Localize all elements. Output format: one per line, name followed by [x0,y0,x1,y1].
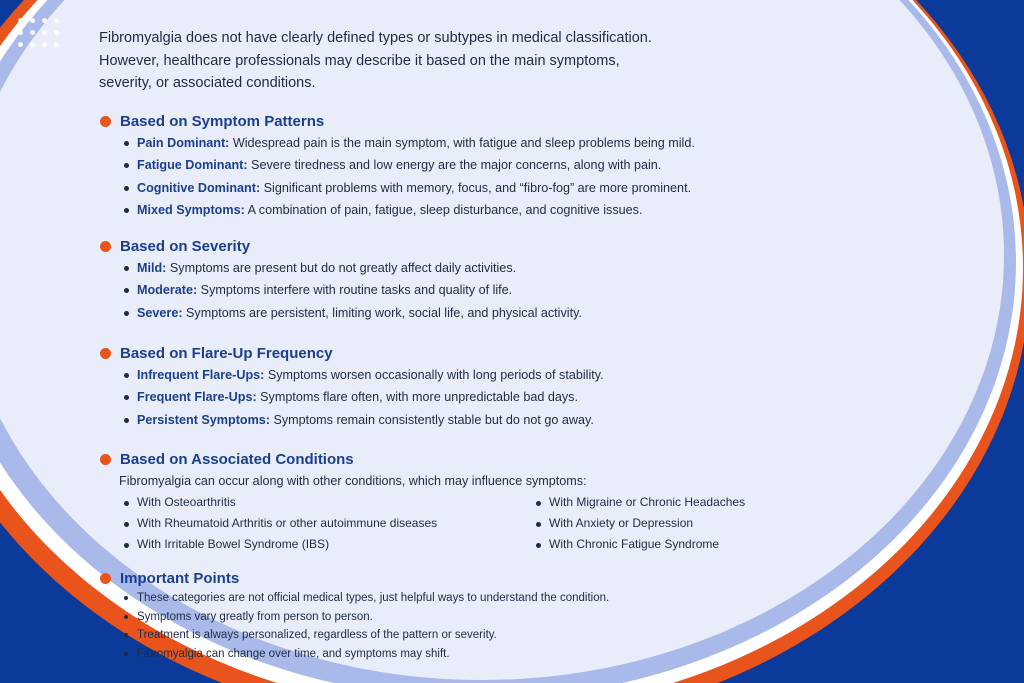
section-title: Based on Severity [120,237,251,255]
section-title: Important Points [120,569,240,587]
list-item [100,409,604,431]
list-item [100,364,604,386]
item-text: Significant problems with memory, focus, and “fibro-fog” are more prominent. [260,180,692,195]
section-important-points [100,567,609,663]
item-text: Symptoms flare often, with more unpredictable bad days. [256,390,578,405]
bullet-dot-icon [100,116,111,127]
bullet-dot-icon [100,348,111,359]
severity-list [100,257,582,324]
item-term: Fatigue Dominant: [137,158,248,173]
section-flare-up-frequency [100,342,604,431]
item-term: Severe: [137,305,183,320]
section-subtitle: Fibromyalgia can occur along with other conditions, which may influence symptoms: [119,474,587,488]
section-heading [100,342,604,364]
section-severity [100,235,582,324]
item-term: Infrequent Flare-Ups: [137,368,265,382]
section-associated-conditions [100,448,745,555]
symptom-pattern-list [100,132,695,221]
item-term: Persistent Symptoms: [137,412,270,427]
section-heading [100,567,609,589]
section-heading [100,110,695,132]
list-item: Treatment is always personalized, regardless of the pattern or severity. [100,626,609,645]
bullet-dot-icon [100,573,111,584]
bullet-dot-icon [100,241,111,252]
item-term: Pain Dominant: [137,136,230,150]
list-item: Fibromyalgia can change over time, and symptoms may shift. [100,645,609,664]
bullet-dot-icon [100,454,111,465]
list-item: Symptoms vary greatly from person to person. [100,608,609,627]
list-item: With Rheumatoid Arthritis or other autoimmune diseases [100,513,512,534]
list-item [100,154,695,176]
list-item: With Irritable Bowel Syndrome (IBS) [100,534,512,555]
important-points-list [100,589,609,663]
list-item: With Chronic Fatigue Syndrome [512,534,745,555]
list-item [100,386,604,408]
item-term: Mixed Symptoms: [137,202,245,217]
item-text: Widespread pain is the main symptom, with fatigue and sleep problems being mild. [229,136,695,150]
list-item [100,279,582,301]
section-title: Based on Associated Conditions [120,450,354,468]
intro-line: severity, or associated conditions. [99,75,316,91]
list-item: With Anxiety or Depression [512,513,745,534]
conditions-list-right [512,492,745,555]
list-item [100,257,582,279]
conditions-columns [100,492,745,555]
item-term: Mild: [137,261,167,275]
list-item [100,177,695,199]
list-item [100,302,582,324]
list-item: With Osteoarthritis [100,492,512,513]
item-term: Cognitive Dominant: [137,180,261,195]
item-text: Symptoms worsen occasionally with long periods of stability. [264,368,604,382]
item-text: Symptoms remain consistently stable but do not go away. [269,412,594,427]
section-title: Based on Symptom Patterns [120,112,325,130]
intro-line: However, healthcare professionals may describe it based on the main symptoms, [99,52,620,69]
item-text: Symptoms are persistent, limiting work, social life, and physical activity. [182,305,582,320]
section-heading [100,235,582,257]
conditions-list-left [100,492,512,555]
section-symptom-patterns [100,110,695,221]
intro-line: Fibromyalgia does not have clearly defined types or subtypes in medical classification. [99,30,652,46]
item-text: A combination of pain, fatigue, sleep disturbance, and cognitive issues. [244,202,643,217]
item-term: Frequent Flare-Ups: [137,390,257,405]
item-term: Moderate: [137,283,198,298]
list-item [100,199,695,221]
flare-up-list [100,364,604,431]
item-text: Severe tiredness and low energy are the major concerns, along with pain. [247,158,662,173]
list-item: With Migraine or Chronic Headaches [512,492,745,513]
item-text: Symptoms interfere with routine tasks and quality of life. [197,283,513,298]
item-text: Symptoms are present but do not greatly affect daily activities. [166,261,517,275]
list-item: These categories are not official medical types, just helpful ways to understand the condition. [100,589,609,608]
list-item [100,132,695,154]
intro-paragraph [99,27,699,95]
section-heading [100,448,745,470]
section-title: Based on Flare-Up Frequency [120,344,333,362]
